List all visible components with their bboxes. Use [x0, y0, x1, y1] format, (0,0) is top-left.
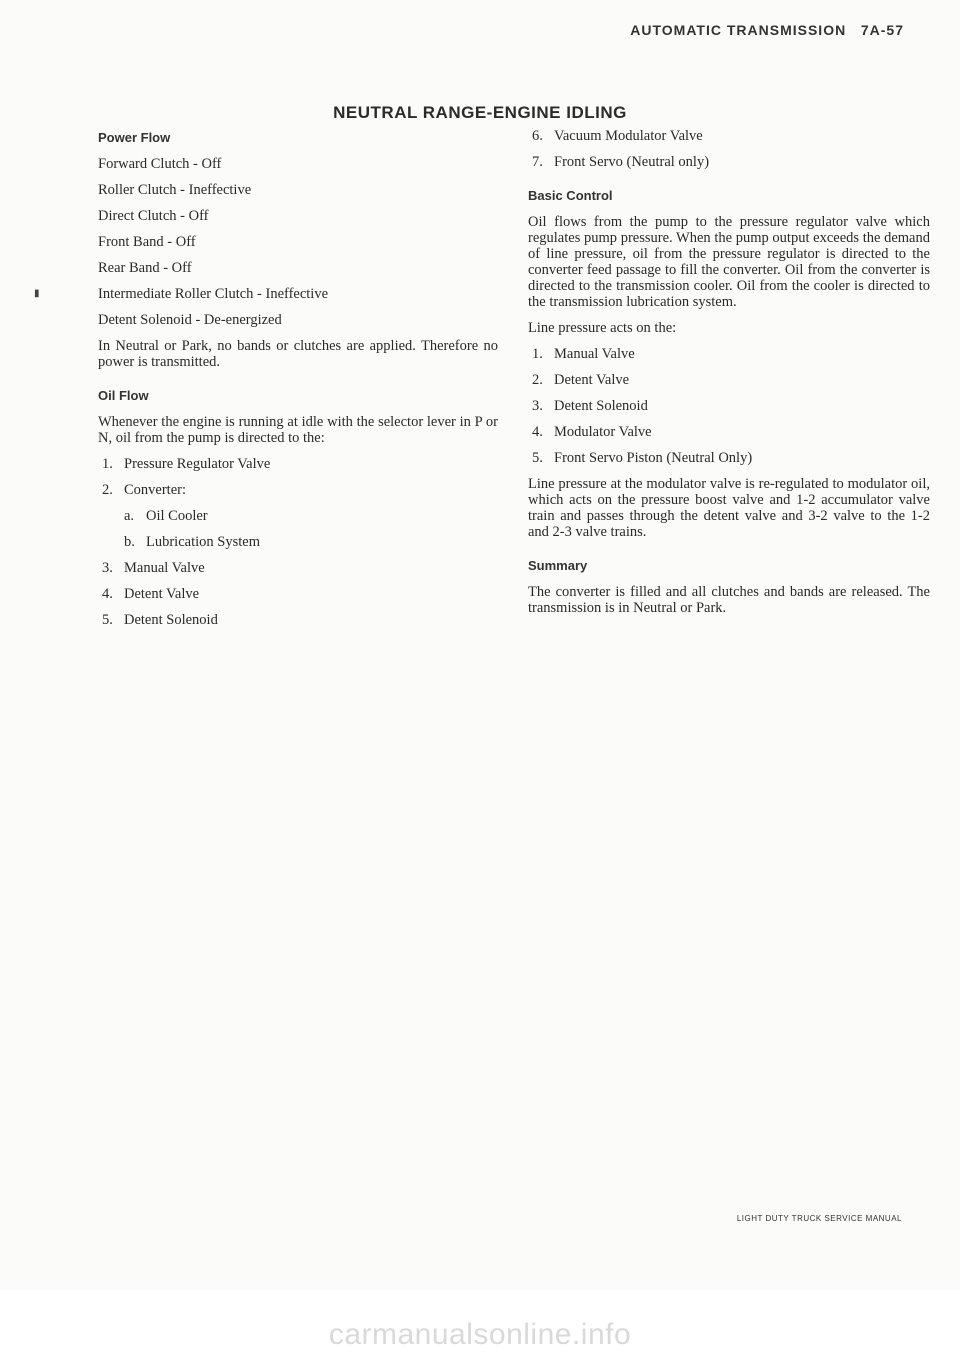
sub-list-item: a. Oil Cooler — [124, 508, 208, 524]
summary-paragraph: The converter is filled and all clutches and bands are released. The transmission is in Neutral or Park. — [528, 584, 930, 616]
power-flow-item: Detent Solenoid - De-energized — [98, 312, 282, 328]
list-item: 3. Manual Valve — [102, 560, 205, 576]
section-title: NEUTRAL RANGE-ENGINE IDLING — [333, 103, 627, 122]
oil-flow-paragraph: Whenever the engine is running at idle with the selector lever in P or N, oil from the pump is directed to the: — [98, 414, 498, 446]
line-pressure-intro: Line pressure acts on the: — [528, 320, 677, 336]
basic-control-heading: Basic Control — [528, 188, 613, 203]
power-flow-item: Forward Clutch - Off — [98, 156, 222, 172]
list-item: 4. Detent Valve — [102, 586, 200, 602]
right-column — [528, 128, 930, 626]
modulator-paragraph: Line pressure at the modulator valve is re-regulated to modulator oil, which acts on the pressure boost valve and 1-2 accumulator valve train and passes through the detent valve and 3-2 valve to the 1-2 and 2-3 valve trains. — [528, 476, 930, 540]
power-flow-item: Intermediate Roller Clutch - Ineffective — [98, 286, 329, 302]
power-flow-paragraph: In Neutral or Park, no bands or clutches are applied. Therefore no power is transmitted. — [98, 338, 498, 370]
oil-flow-heading: Oil Flow — [98, 388, 149, 403]
power-flow-item: Roller Clutch - Ineffective — [98, 182, 252, 198]
page-footer: LIGHT DUTY TRUCK SERVICE MANUAL — [736, 1214, 902, 1223]
power-flow-heading: Power Flow — [98, 130, 171, 145]
list-item: 6. Vacuum Modulator Valve — [532, 128, 703, 144]
basic-control-paragraph: Oil flows from the pump to the pressure regulator valve which regulates pump pressure. When the pump output exceeds the demand of line pressure, oil from the pressure regulator is directed to the converter feed passage to fill the converter. Oil from the converter is directed to the transmission cooler. Oil from the cooler is directed to the transmission lubrication system. — [528, 214, 930, 310]
list-item: 3. Detent Solenoid — [532, 398, 648, 414]
watermark: carmanualsonline.info — [328, 1318, 632, 1351]
list-item: 4. Modulator Valve — [532, 424, 652, 440]
list-item: 5. Detent Solenoid — [102, 612, 218, 628]
list-item: 7. Front Servo (Neutral only) — [532, 154, 710, 170]
power-flow-item: Front Band - Off — [98, 234, 196, 250]
list-item: 1. Pressure Regulator Valve — [102, 456, 271, 472]
left-column — [98, 130, 498, 638]
list-item: 2. Detent Valve — [532, 372, 630, 388]
list-item: 2. Converter: — [102, 482, 187, 498]
page-header: AUTOMATIC TRANSMISSION 7A-57 — [630, 22, 904, 38]
list-item: 5. Front Servo Piston (Neutral Only) — [532, 450, 753, 466]
list-item: 1. Manual Valve — [532, 346, 635, 362]
margin-mark: ▮ — [34, 288, 40, 299]
power-flow-item: Direct Clutch - Off — [98, 208, 209, 224]
power-flow-item: Rear Band - Off — [98, 260, 192, 276]
sub-list-item: b. Lubrication System — [124, 534, 260, 550]
summary-heading: Summary — [528, 558, 588, 573]
